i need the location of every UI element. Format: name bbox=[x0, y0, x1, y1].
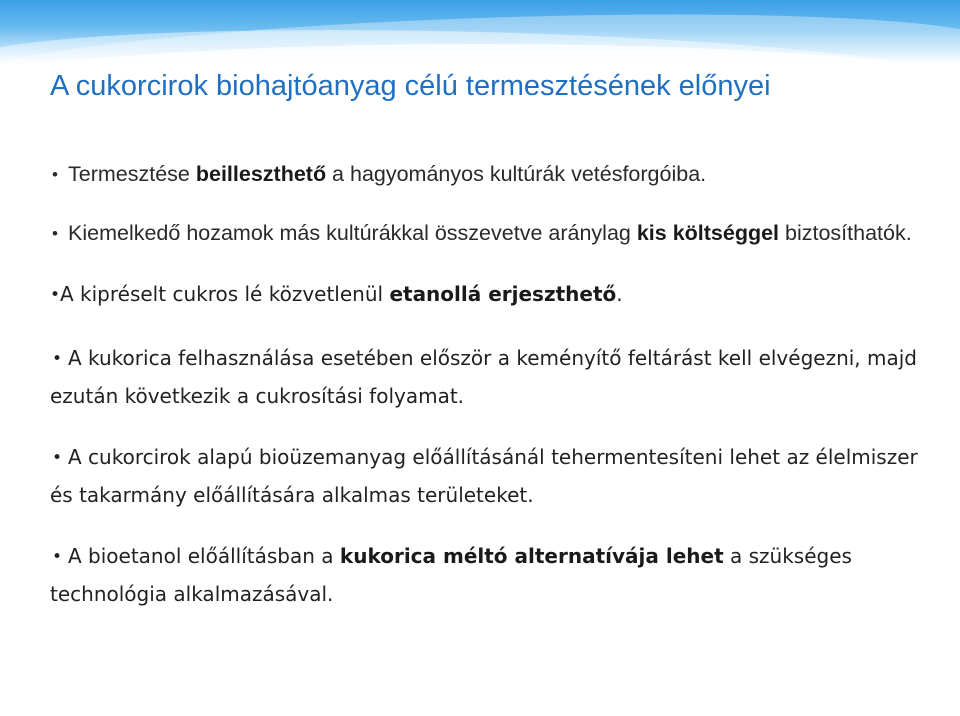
bullet-icon: • bbox=[52, 349, 63, 369]
bullet-item bbox=[50, 439, 930, 514]
bullet-text: Kiemelkedő hozamok más kultúrákkal összevetve aránylag bbox=[68, 221, 637, 245]
bullet-icon: • bbox=[52, 224, 58, 243]
bullet-icon: • bbox=[52, 547, 63, 567]
bullet-text: A kipréselt cukros lé közvetlenül bbox=[60, 282, 390, 306]
bullet-item bbox=[50, 156, 930, 193]
bullet-text-bold: etanollá erjeszthető bbox=[389, 282, 617, 306]
bullet-item bbox=[50, 340, 930, 415]
bullet-item bbox=[50, 538, 930, 613]
bullet-text: . bbox=[616, 282, 623, 306]
bullet-icon: • bbox=[52, 448, 63, 468]
bullet-icon: • bbox=[52, 165, 58, 184]
bullet-item bbox=[50, 276, 930, 314]
bullet-text: A cukorcirok alapú bioüzemanyag előállításánál tehermentesíteni lehet az élelmiszer és takarmány előállítására alkalmas területeket. bbox=[50, 445, 918, 507]
bullet-text: A kukorica felhasználása esetében először a keményítő feltárást kell elvégezni, majd ezután következik a cukrosítási folyamat. bbox=[50, 346, 918, 408]
bullet-text-bold: kukorica méltó alternatívája lehet bbox=[339, 544, 724, 568]
slide-title: A cukorcirok biohajtóanyag célú termesztésének előnyei bbox=[50, 70, 771, 102]
bullet-text: Termesztése bbox=[68, 162, 196, 186]
bullet-list bbox=[50, 156, 930, 613]
bullet-text-bold: kis költséggel bbox=[636, 221, 780, 245]
header-banner bbox=[0, 0, 960, 64]
bullet-icon: • bbox=[50, 285, 61, 305]
bullet-text: a hagyományos kultúrák vetésforgóiba. bbox=[326, 162, 707, 186]
bullet-text: A bioetanol előállításban a bbox=[68, 544, 340, 568]
bullet-item bbox=[50, 215, 930, 252]
bullet-text: a szükséges technológia alkalmazásával. bbox=[50, 544, 852, 606]
bullet-text-bold: beilleszthető bbox=[195, 162, 327, 186]
bullet-text: biztosíthatók. bbox=[779, 221, 912, 245]
